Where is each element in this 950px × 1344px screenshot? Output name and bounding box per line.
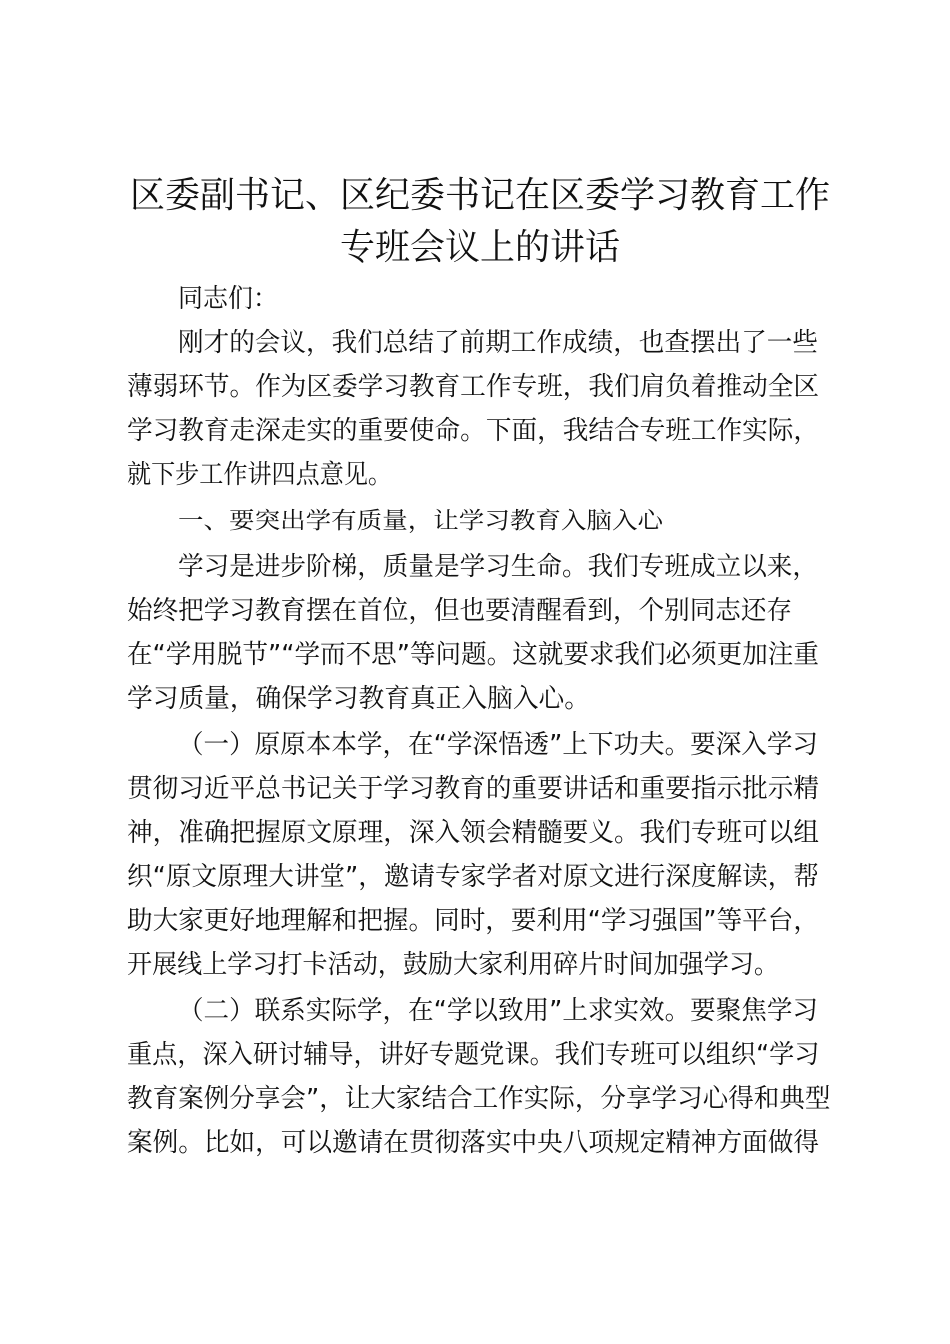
paragraph-4-line-2: 重点，深入研讨辅导，讲好专题党课。我们专班可以组织“学习 (127, 1040, 820, 1070)
paragraph-4-line-4: 案例。比如，可以邀请在贯彻落实中央八项规定精神方面做得 (127, 1128, 820, 1158)
paragraph-4-line-3: 教育案例分享会”，让大家结合工作实际，分享学习心得和典型 (127, 1084, 831, 1114)
paragraph-2-line-3: 在“学用脱节”“学而不思”等问题。这就要求我们必须更加注重 (127, 640, 819, 670)
paragraph-1-line-1: 刚才的会议，我们总结了前期工作成绩，也查摆出了一些 (178, 328, 819, 358)
salutation: 同志们： (178, 284, 279, 314)
paragraph-3-line-6: 开展线上学习打卡活动，鼓励大家利用碎片时间加强学习。 (127, 950, 780, 980)
paragraph-4-line-1: （二）联系实际学，在“学以致用”上求实效。要聚焦学习 (178, 996, 818, 1026)
paragraph-2-line-2: 始终把学习教育摆在首位，但也要清醒看到，个别同志还存 (127, 596, 793, 626)
paragraph-3-line-4: 织“原文原理大讲堂”，邀请专家学者对原文进行深度解读，帮 (127, 862, 819, 892)
document-title-line-1: 区委副书记、区纪委书记在区委学习教育工作 (129, 175, 830, 216)
document-title-line-2: 专班会议上的讲话 (339, 227, 620, 268)
paragraph-1-line-3: 学习教育走深走实的重要使命。下面，我结合专班工作实际， (127, 416, 820, 446)
paragraph-3-line-5: 助大家更好地理解和把握。同时，要利用“学习强国”等平台， (127, 906, 819, 936)
paragraph-1-line-2: 薄弱环节。作为区委学习教育工作专班，我们肩负着推动全区 (127, 372, 820, 402)
paragraph-2-line-4: 学习质量，确保学习教育真正入脑入心。 (127, 684, 591, 714)
section-heading-1: 一、要突出学有质量，让学习教育入脑入心 (178, 508, 663, 534)
paragraph-1-line-4: 就下步工作讲四点意见。 (127, 460, 393, 490)
paragraph-3-line-2: 贯彻习近平总书记关于学习教育的重要讲话和重要指示批示精 (127, 774, 820, 804)
paragraph-3-line-1: （一）原原本本学，在“学深悟透”上下功夫。要深入学习 (178, 730, 818, 760)
paragraph-2-line-1: 学习是进步阶梯，质量是学习生命。我们专班成立以来， (178, 552, 819, 582)
paragraph-3-line-3: 神，准确把握原文原理，深入领会精髓要义。我们专班可以组 (127, 818, 820, 848)
